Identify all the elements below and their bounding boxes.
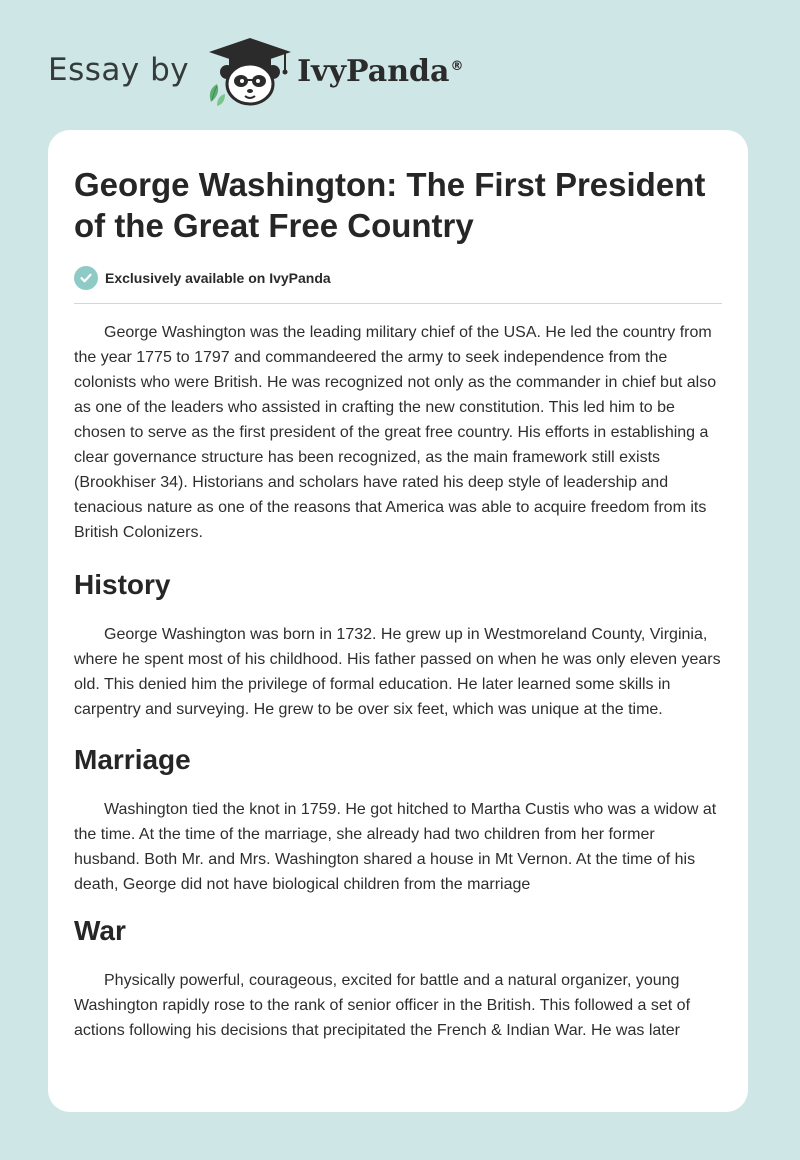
section-paragraph-war: Physically powerful, courageous, excited for battle and a natural organizer, young Washington rapidly rose to the rank of senior officer in the British. This followed a set of actions following his decisions that precipitated the French & Indian War. He was later bbox=[74, 972, 691, 1039]
brand-header bbox=[48, 36, 463, 108]
exclusive-notice bbox=[74, 266, 722, 304]
intro-paragraph: George Washington was the leading military chief of the USA. He led the country from the year 1775 to 1797 and commandeered the army to seek independence from the colonists who were British. He was recognized not only as the commander in chief but also as one of the leaders who assisted in crafting the new constitution. This led him to be chosen to serve as the first president of the great free country. His efforts in establishing a clear governance structure has been recognized, as the main framework still exists (Brookhiser 34). Historians and scholars have rated his deep style of leadership and tenacious nature as one of the reasons that America was able to acquire freedom from its British Colonizers. bbox=[74, 324, 717, 541]
exclusive-label: Exclusively available on IvyPanda bbox=[105, 270, 331, 286]
section-paragraph-history: George Washington was born in 1732. He grew up in Westmoreland County, Virginia, where he spent most of his childhood. His father passed on when he was only eleven years old. This denied him the privilege of formal education. He later learned some skills in carpentry and surveying. He grew to be over six feet, which was unique at the time. bbox=[74, 626, 721, 718]
check-icon bbox=[74, 266, 98, 290]
panda-logo-icon bbox=[205, 36, 295, 108]
essay-card bbox=[48, 130, 748, 1112]
page-title: George Washington: The First President of the Great Free Country bbox=[74, 166, 706, 244]
section-heading-marriage: Marriage bbox=[74, 744, 191, 775]
brand-prefix: Essay by bbox=[48, 52, 190, 88]
section-heading-history: History bbox=[74, 569, 171, 600]
brand-name: IvyPanda® bbox=[297, 53, 464, 89]
section-paragraph-marriage: Washington tied the knot in 1759. He got hitched to Martha Custis who was a widow at the time. At the time of the marriage, she already had two children from her former husband. Both Mr. and Mrs. Washington shared a house in Mt Vernon. At the time of his death, George did not have biological children from the marriage bbox=[74, 801, 717, 893]
section-heading-war: War bbox=[74, 915, 126, 946]
